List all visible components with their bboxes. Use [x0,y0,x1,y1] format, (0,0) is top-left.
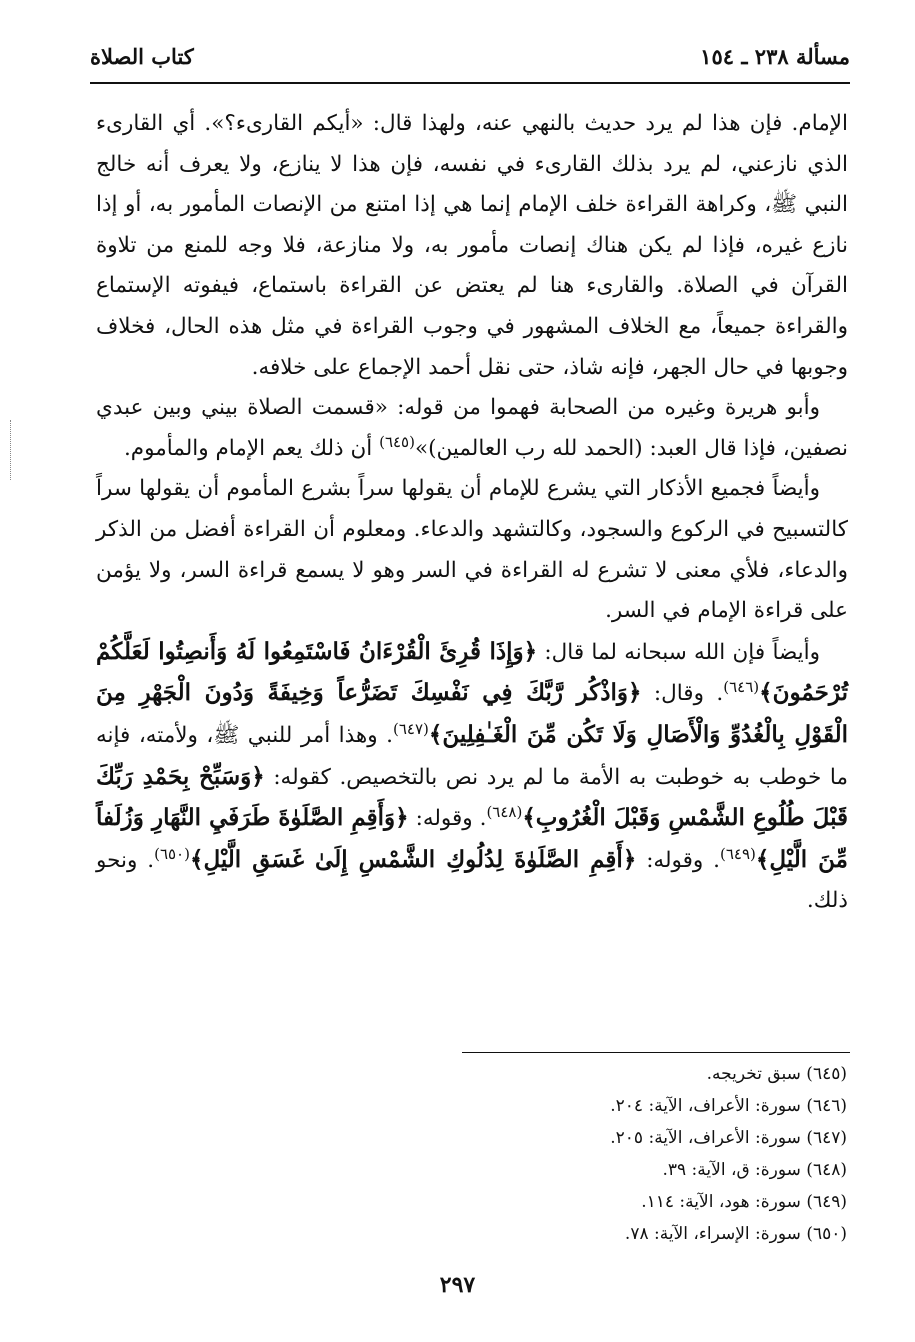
issue-range: مسألة ٢٣٨ ـ ١٥٤ [700,43,850,69]
quran-verse: ﴿وَسَبِّحْ بِحَمْدِ رَبِّكَ قَبْلَ طُلُوعِ الشَّمْسِ وَقَبْلَ الْغُرُوبِ﴾ [96,762,849,832]
footnote: (٦٤٨) سورة: ق، الآية: ٣٩. [662,1160,847,1180]
paragraph-3: وأيضاً فجميع الأذكار التي يشرع للإمام أن يقولها سراً بشرع المأموم أن يقولها سراً كالتسبيح في الركوع والسجود، وكالتشهد والدعاء. ومعلوم أن القراءة أفضل من الذكر والدعاء، فلأي معنى لا تشرع له القراءة في السر وهو لا يسمع قراءة السر، ولا يؤمن على قراءة الإمام في السر. [96,476,848,624]
footnote-rule [462,1052,850,1053]
paragraph-1: الإمام. فإن هذا لم يرد حديث بالنهي عنه، ولهذا قال: «أيكم القارىء؟». أي القارىء الذي نازعني، لم يرد بذلك القارىء في نفسه، فإن هذا لا ينازع، ولا يعرف أنه خالج النبي ﷺ، وكراهة القراءة خلف الإمام إنما هي إذا امتنع من الإنصات المأمور به، أو إذا نازع غيره، فإذا لم يكن هناك إنصات مأمور به، ولا منازعة، فلا وجه للمنع من تلاوة القرآن في الصلاة. والقارىء هنا لم يعتض عن القراءة باستماع، فيفوته الإستماع والقراءة جميعاً، مع الخلاف المشهور في وجوب القراءة في مثل هذه الحال، فخلاف وجوبها في حال الجهر، فإنه شاذ، حتى نقل أحمد الإجماع على خلافه. [96,111,848,380]
footnote-ref-647: (٦٤٧) [392,719,429,738]
quran-verse: ﴿وَأَقِمِ الصَّلَوٰةَ طَرَفَيِ النَّهَارِ وَزُلَفاً مِّنَ الَّيْلِ﴾ [96,804,848,873]
page-number: ٢٩٧ [439,1272,476,1298]
footnote: (٦٥٠) سورة: الإسراء، الآية: ٧٨. [624,1224,847,1244]
paragraph-4: وأيضاً فإن الله سبحانه لما قال: ﴿وَإِذَا قُرِئَ الْقُرْءَانُ فَاسْتَمِعُوا لَهُ وَأَنصِتُوا لَعَلَّكُمْ تُرْحَمُونَ﴾$^{(٦٤٦)}$. وقال: ﴿وَاذْكُر رَّبَّكَ فِي نَفْسِكَ تَضَرُّعاً وَخِيفَةً وَدُونَ الْجَهْرِ مِنَ الْقَوْلِ بِالْغُدُوِّ وَالْأَصَالِ وَلَا تَكُن مِّنَ الْغَـٰفِلِينَ﴾$^{(٦٤٧)}$. وهذا أمر للنبي ﷺ، ولأمته، فإنه ما خوطب به خوطبت به الأمة ما لم يرد نص بالتخصيص. كقوله: ﴿وَسَبِّحْ بِحَمْدِ رَبِّكَ قَبْلَ طُلُوعِ الشَّمْسِ وَقَبْلَ الْغُرُوبِ﴾$^{(٦٤٨)}$. وقوله: ﴿وَأَقِمِ الصَّلَوٰةَ طَرَفَيِ النَّهَارِ وَزُلَفاً مِّنَ الَّيْلِ﴾$^{(٦٤٩)}$. وقوله: ﴿أَقِمِ الصَّلَوٰةَ لِدُلُوكِ الشَّمْسِ إِلَىٰ غَسَقِ الَّيْلِ﴾$^{(٦٥٠)}$. ونحو ذلك. [96,637,849,914]
quran-verse: ﴿وَإِذَا قُرِئَ الْقُرْءَانُ فَاسْتَمِعُوا لَهُ وَأَنصِتُوا لَعَلَّكُمْ تُرْحَمُونَ﴾ [96,637,848,707]
footnote-ref-648: (٦٤٨) [486,802,523,821]
quran-verse: ﴿وَاذْكُر رَّبَّكَ فِي نَفْسِكَ تَضَرُّعاً وَخِيفَةً وَدُونَ الْجَهْرِ مِنَ الْقَوْلِ بِالْغُدُوِّ وَالْأَصَالِ وَلَا تَكُن مِّنَ الْغَـٰفِلِينَ﴾ [96,679,849,748]
footnote-ref-650: (٦٥٠) [154,844,190,863]
main-text [96,104,848,922]
quran-verse: ﴿أَقِمِ الصَّلَوٰةَ لِدُلُوكِ الشَّمْسِ إِلَىٰ غَسَقِ الَّيْلِ﴾ [189,845,637,873]
footnote: (٦٤٧) سورة: الأعراف، الآية: ٢٠٥. [610,1128,847,1148]
footnotes [147,1058,847,1250]
footnote-ref-649: (٦٤٩) [720,844,756,863]
footnote: (٦٤٥) سبق تخريجه. [706,1064,847,1084]
header-rule [90,82,850,84]
footnote: (٦٤٩) سورة: هود، الآية: ١١٤. [641,1192,847,1212]
paragraph-2: وأبو هريرة وغيره من الصحابة فهموا من قوله: «قسمت الصلاة بيني وبين عبدي نصفين، فإذا قال العبد: (الحمد لله رب العالمين)»$^{(٦٤٥)}$ أن ذلك يعم الإمام والمأموم. [96,395,848,461]
running-header [90,36,850,76]
footnote-ref-646: (٦٤٦) [723,678,760,697]
footnote: (٦٤٦) سورة: الأعراف، الآية: ٢٠٤. [610,1096,847,1116]
footnote-ref-645: (٦٤٥) [379,432,415,451]
scan-margin-mark [10,420,15,480]
book-title: كتاب الصلاة [90,43,194,69]
